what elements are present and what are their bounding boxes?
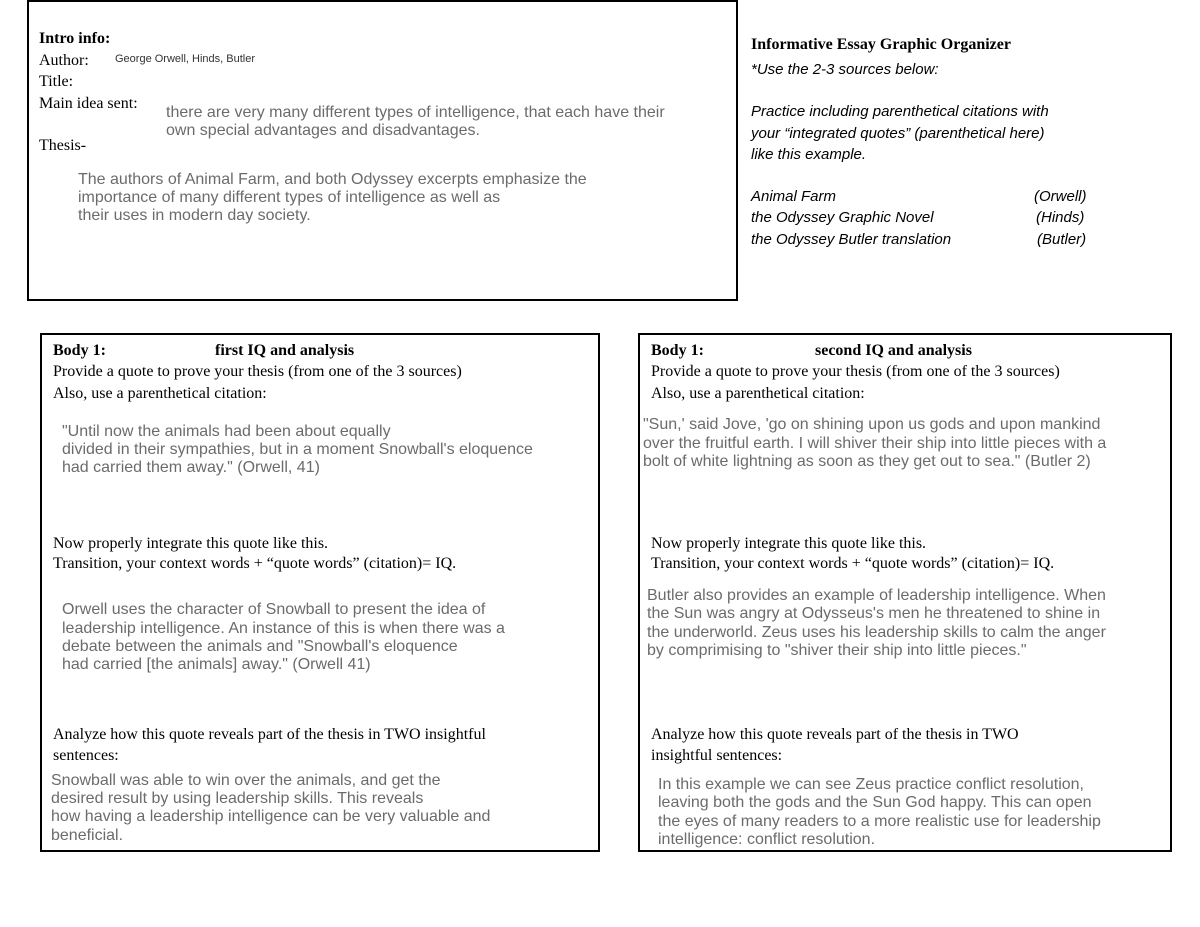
thesis-line[interactable]: importance of many different types of intelligence as well as	[78, 189, 501, 206]
practice-line: like this example.	[751, 146, 867, 163]
body1-analyze: Analyze how this quote reveals part of the thesis in TWO insightful	[53, 726, 486, 743]
author-label: Author:	[39, 52, 89, 69]
body2-quote-line[interactable]: "Sun,' said Jove, 'go on shining upon us gods and upon mankind	[643, 416, 1101, 433]
body1-analysis-line[interactable]: desired result by using leadership skills. This reveals	[51, 790, 424, 807]
body2-prompt: Provide a quote to prove your thesis (from one of the 3 sources)	[651, 363, 1060, 380]
body2-analysis-line[interactable]: leaving both the gods and the Sun God happy. This can open	[658, 794, 1092, 811]
thesis-label: Thesis-	[39, 137, 87, 154]
body1-analysis-line[interactable]: how having a leadership intelligence can be very valuable and	[51, 808, 491, 825]
body1-prompt: Also, use a parenthetical citation:	[53, 385, 267, 402]
author-value[interactable]: George Orwell, Hinds, Butler	[115, 53, 255, 65]
practice-line: Practice including parenthetical citations with	[751, 103, 1049, 120]
body1-analysis-line[interactable]: Snowball was able to win over the animals, and get the	[51, 772, 441, 789]
body1-label: Body 1:	[53, 342, 106, 359]
source-citation: (Orwell)	[1034, 188, 1087, 205]
body2-analysis-line[interactable]: the eyes of many readers to a more realistic use for leadership	[658, 813, 1101, 830]
body1-iq-line[interactable]: had carried [the animals] away." (Orwell 41)	[62, 656, 371, 673]
body1-prompt: Provide a quote to prove your thesis (from one of the 3 sources)	[53, 363, 462, 380]
body2-analyze: insightful sentences:	[651, 747, 783, 764]
body2-prompt: Also, use a parenthetical citation:	[651, 385, 865, 402]
practice-line: your “integrated quotes” (parenthetical here)	[751, 125, 1045, 142]
body1-integrate: Now properly integrate this quote like this.	[53, 535, 329, 552]
thesis-line[interactable]: The authors of Animal Farm, and both Odyssey excerpts emphasize the	[78, 171, 587, 188]
source-title: the Odyssey Butler translation	[751, 231, 952, 248]
intro-heading: Intro info:	[39, 30, 111, 47]
body2-label: Body 1:	[651, 342, 704, 359]
source-title: Animal Farm	[751, 188, 837, 205]
body1-iq-line[interactable]: debate between the animals and "Snowball's eloquence	[62, 638, 458, 655]
body1-quote-line[interactable]: divided in their sympathies, but in a moment Snowball's eloquence	[62, 441, 533, 458]
title-label: Title:	[39, 73, 74, 90]
body1-analyze: sentences:	[53, 747, 119, 764]
organizer-title: Informative Essay Graphic Organizer	[751, 36, 1011, 53]
body2-iq-line[interactable]: the Sun was angry at Odysseus's men he threatened to shine in	[647, 605, 1101, 622]
body2-analysis-line[interactable]: In this example we can see Zeus practice conflict resolution,	[658, 776, 1084, 793]
body1-iq-line[interactable]: Orwell uses the character of Snowball to present the idea of	[62, 601, 486, 618]
source-title: the Odyssey Graphic Novel	[751, 209, 934, 226]
organizer-instruction: *Use the 2-3 sources below:	[751, 61, 939, 78]
body2-iq-line[interactable]: Butler also provides an example of leadership intelligence. When	[647, 587, 1106, 604]
source-citation: (Hinds)	[1036, 209, 1085, 226]
body1-quote-line[interactable]: had carried them away." (Orwell, 41)	[62, 459, 320, 476]
body1-iq-line[interactable]: leadership intelligence. An instance of this is when there was a	[62, 620, 505, 637]
body1-quote-line[interactable]: "Until now the animals had been about equally	[62, 423, 391, 440]
body1-analysis-line[interactable]: beneficial.	[51, 827, 124, 844]
body2-integrate: Transition, your context words + “quote words” (citation)= IQ.	[651, 555, 1055, 572]
source-citation: (Butler)	[1037, 231, 1087, 248]
body1-subtitle: first IQ and analysis	[215, 342, 355, 359]
body2-quote-line[interactable]: over the fruitful earth. I will shiver their ship into little pieces with a	[643, 435, 1107, 452]
intro-box	[27, 0, 738, 301]
body2-integrate: Now properly integrate this quote like this.	[651, 535, 927, 552]
main-idea-label: Main idea sent:	[39, 95, 138, 112]
body2-subtitle: second IQ and analysis	[815, 342, 972, 359]
body2-analysis-line[interactable]: intelligence: conflict resolution.	[658, 831, 876, 848]
thesis-line[interactable]: their uses in modern day society.	[78, 207, 311, 224]
body2-iq-line[interactable]: the underworld. Zeus uses his leadership skills to calm the anger	[647, 624, 1106, 641]
body1-integrate: Transition, your context words + “quote words” (citation)= IQ.	[53, 555, 457, 572]
main-idea-line[interactable]: own special advantages and disadvantages.	[166, 122, 480, 139]
body2-iq-line[interactable]: by comprimising to "shiver their ship into little pieces."	[647, 642, 1027, 659]
body2-quote-line[interactable]: bolt of white lightning as soon as they get out to sea." (Butler 2)	[643, 453, 1091, 470]
body2-analyze: Analyze how this quote reveals part of the thesis in TWO	[651, 726, 1019, 743]
main-idea-line[interactable]: there are very many different types of intelligence, that each have their	[166, 104, 665, 121]
